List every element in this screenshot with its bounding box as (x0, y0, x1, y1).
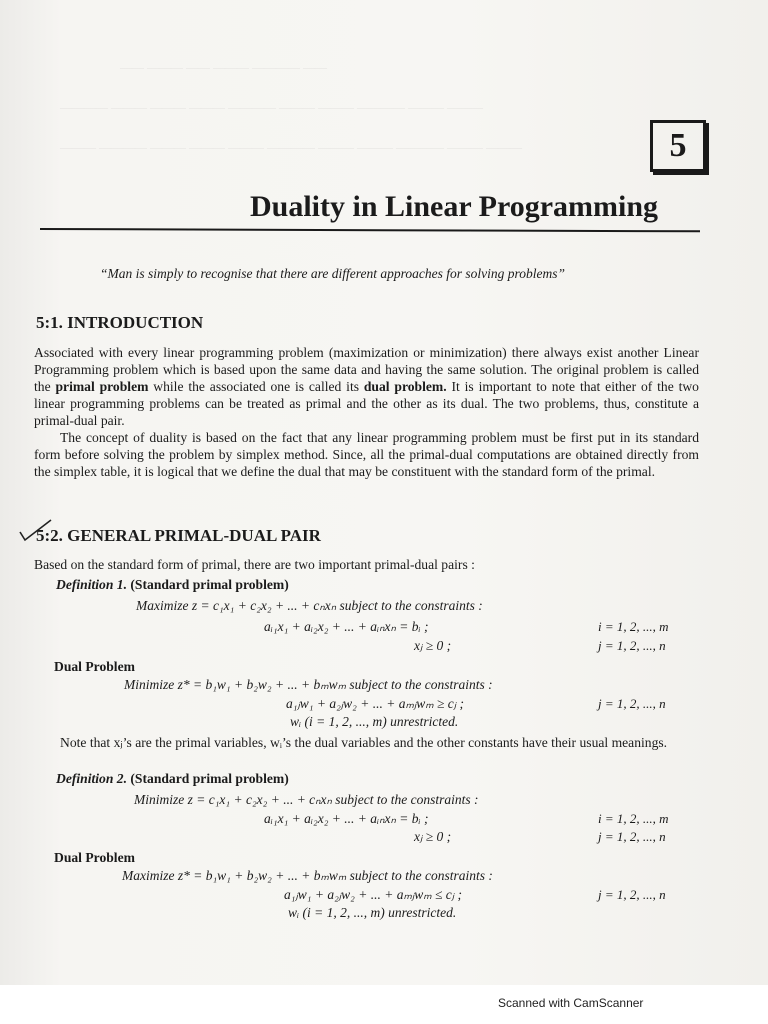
def2-dual-constraint-1-range: j = 1, 2, ..., n (598, 887, 666, 902)
text-run: Associated with every linear programming problem (maximization or minimization) there always exist another Linear Programming problem which is based upon the same data and having the same solution. The original problem is called the (34, 345, 699, 394)
def2-constraint-2-range: j = 1, 2, ..., n (598, 829, 666, 844)
def2-dual-objective: Maximize z* = b₁w₁ + b₂w₂ + ... + bₘwₘ subject to the constraints : (122, 868, 493, 883)
note-text: Note that xⱼ’s are the primal variables, wᵢ’s the dual variables and the other constants have their usual meanings. (60, 735, 668, 750)
def2-dual-constraint-2: wᵢ (i = 1, 2, ..., m) unrestricted. (288, 905, 457, 920)
def1-dual-heading: Dual Problem (54, 659, 135, 674)
definition-title: (Standard primal problem) (130, 771, 289, 786)
bleed-through-text: —— ——— —— ——— ———— —— (120, 60, 327, 74)
def2-constraint-1-range: i = 1, 2, ..., m (598, 811, 669, 826)
term-primal-problem: primal problem (55, 379, 149, 394)
def1-constraint-2-range: j = 1, 2, ..., n (598, 638, 666, 653)
definition-label: Definition 2. (56, 771, 127, 786)
section-heading-introduction: 5:1. INTRODUCTION (36, 313, 204, 332)
text-run: while the associated one is called its (148, 379, 364, 394)
def1-dual-constraint-2: wᵢ (i = 1, 2, ..., m) unrestricted. (290, 714, 459, 729)
term-dual-problem: dual problem. (363, 379, 447, 394)
definition-title: (Standard primal problem) (130, 577, 289, 592)
definition-1-heading (56, 577, 289, 593)
def1-constraint-1: aᵢ₁x₁ + aᵢ₂x₂ + ... + aᵢₙxₙ = bᵢ ; (264, 619, 429, 634)
text-run: It is important to note that either of the two linear programming problems can be treated as primal and the other as its dual. The two problems, thus, constitute a primal-dual pair. (34, 379, 699, 428)
chapter-quote: “Man is simply to recognise that there are different approaches for solving problems” (100, 266, 565, 281)
scanner-footer (0, 985, 768, 1024)
def2-dual-constraint-1: a₁ⱼw₁ + a₂ⱼw₂ + ... + aₘⱼwₘ ≤ cⱼ ; (284, 887, 463, 902)
scanner-watermark: Scanned with CamScanner (498, 996, 644, 1010)
chapter-number: 5 (669, 127, 687, 164)
def1-constraint-1-range: i = 1, 2, ..., m (598, 619, 669, 634)
def1-dual-constraint-1-range: j = 1, 2, ..., n (598, 696, 666, 711)
introduction-paragraph-2: The concept of duality is based on the fact that any linear programming problem must be first put in its standard form before solving the problem by simplex method. Since, all the primal-dual computations are obtained directly from the simplex table, it is logical that we define the dual that may be constituent with the standard form of the primal. (34, 430, 699, 479)
section-heading-primal-dual-pair: 5:2. GENERAL PRIMAL-DUAL PAIR (36, 526, 321, 545)
bleed-through-text: ——— ———— ——— ——— ——— ———— ——— ——— ———— ——— ——— (60, 140, 522, 154)
introduction-paragraph-1 (34, 344, 699, 429)
note-paragraph (34, 734, 699, 751)
introduction-body (34, 344, 699, 480)
def2-constraint-1: aᵢ₁x₁ + aᵢ₂x₂ + ... + aᵢₙxₙ = bᵢ ; (264, 811, 429, 826)
definition-label: Definition 1. (56, 577, 127, 592)
def1-dual-constraint-1: a₁ⱼw₁ + a₂ⱼw₂ + ... + aₘⱼwₘ ≥ cⱼ ; (286, 696, 465, 711)
bleed-through-text: ———— ——— ——— ——— ———— ——— ——— ———— ——— ——— (60, 100, 483, 114)
def2-constraint-2: xⱼ ≥ 0 ; (414, 829, 452, 844)
title-rule (40, 228, 700, 232)
chapter-number-box (650, 120, 706, 172)
def2-objective: Minimize z = c₁x₁ + c₂x₂ + ... + cₙxₙ subject to the constraints : (134, 792, 479, 807)
section2-intro: Based on the standard form of primal, there are two important primal-dual pairs : (34, 557, 475, 572)
chapter-title: Duality in Linear Programming (250, 190, 659, 223)
def1-dual-objective: Minimize z* = b₁w₁ + b₂w₂ + ... + bₘwₘ subject to the constraints : (124, 677, 493, 692)
definition-2-heading (56, 771, 289, 787)
def1-constraint-2: xⱼ ≥ 0 ; (414, 638, 452, 653)
def2-dual-heading: Dual Problem (54, 850, 135, 865)
def1-objective: Maximize z = c₁x₁ + c₂x₂ + ... + cₙxₙ subject to the constraints : (136, 598, 483, 613)
